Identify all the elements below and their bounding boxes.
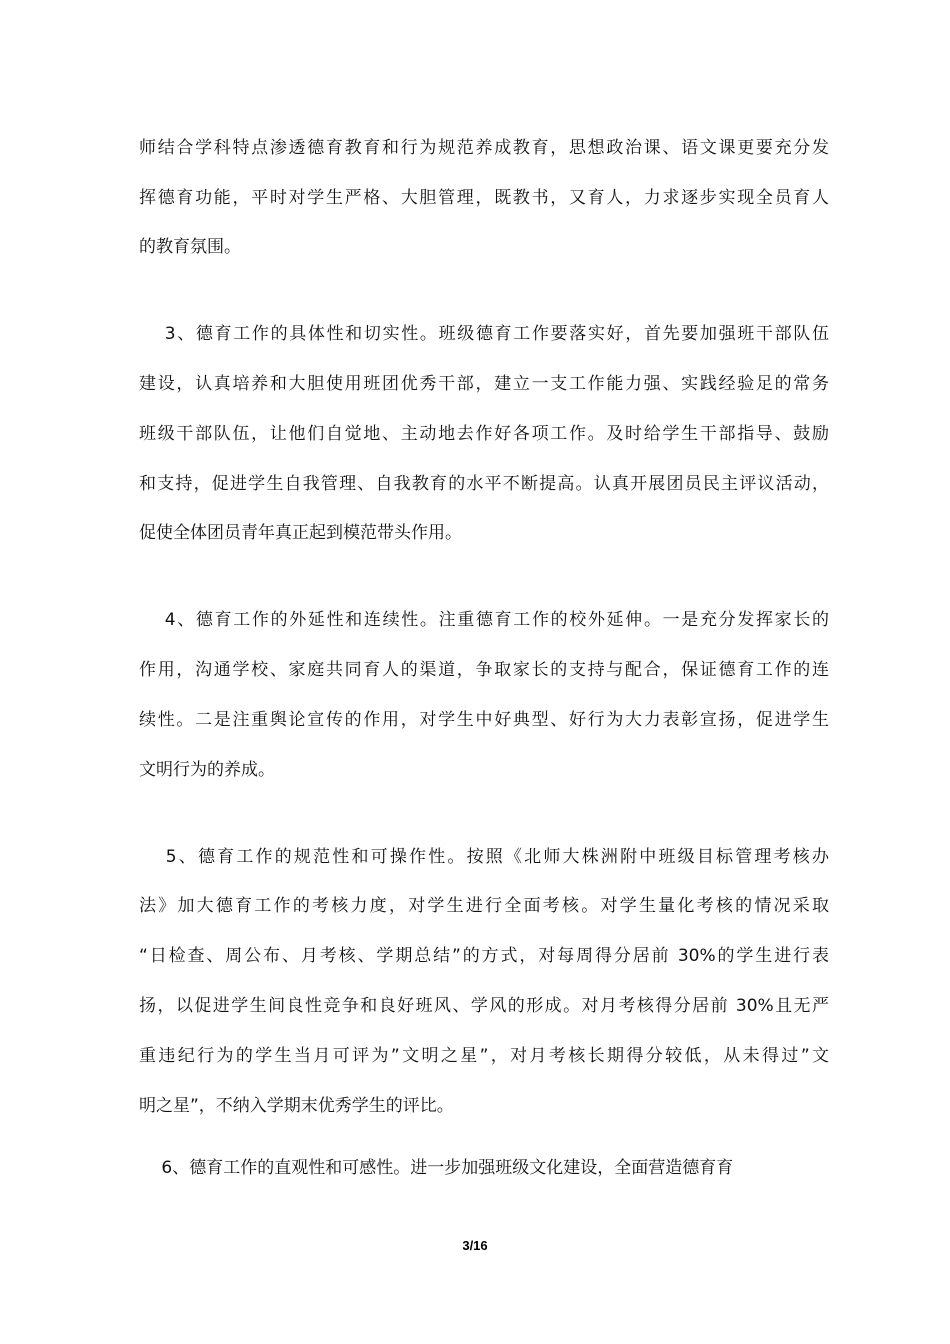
paragraph-2-line-2: 建设，认真培养和大胆使用班团优秀干部，建立一支工作能力强、实践经验足的常务 [139,374,829,394]
paragraph-2-line-1: 3、德育工作的具体性和切实性。班级德育工作要落实好，首先要加强班干部队伍 [139,324,829,344]
page-number: 3/16 [462,1238,488,1253]
paragraph-1-line-1: 师结合学科特点渗透德育教育和行为规范养成教育，思想政治课、语文课更要充分发 [139,138,829,158]
paragraph-1-line-3: 的教育氛围。 [139,237,241,257]
paragraph-3-line-2: 作用，沟通学校、家庭共同育人的渠道，争取家长的支持与配合，保证德育工作的连 [139,660,829,680]
paragraph-1-line-2: 挥德育功能，平时对学生严格、大胆管理，既教书，又育人，力求逐步实现全员育人 [139,188,829,208]
paragraph-3-line-3: 续性。二是注重舆论宣传的作用，对学生中好典型、好行为大力表彰宣扬，促进学生 [139,710,829,730]
paragraph-3-line-1: 4、德育工作的外延性和连续性。注重德育工作的校外延伸。一是充分发挥家长的 [139,610,829,630]
paragraph-4-line-6: 明之星”，不纳入学期末优秀学生的评比。 [139,1096,454,1116]
paragraph-2-line-5: 促使全体团员青年真正起到模范带头作用。 [139,523,462,543]
paragraph-2-line-3: 班级干部队伍，让他们自觉地、主动地去作好各项工作。及时给学生干部指导、鼓励 [139,424,829,444]
paragraph-4-line-4: 扬，以促进学生间良性竞争和良好班风、学风的形成。对月考核得分居前 30%且无严 [139,996,829,1016]
paragraph-3-line-4: 文明行为的养成。 [139,760,275,780]
paragraph-4-line-5: 重违纪行为的学生当月可评为”文明之星”，对月考核长期得分较低，从未得过”文 [139,1046,829,1066]
paragraph-4-line-2: 法》加大德育工作的考核力度，对学生进行全面考核。对学生量化考核的情况采取 [139,896,829,916]
paragraph-5-line-1: 6、德育工作的直观性和可感性。进一步加强班级文化建设，全面营造德育育 [139,1158,734,1178]
paragraph-2-line-4: 和支持，促进学生自我管理、自我教育的水平不断提高。认真开展团员民主评议活动， [139,474,829,494]
paragraph-4-line-1: 5、德育工作的规范性和可操作性。按照《北师大株洲附中班级目标管理考核办 [139,847,829,867]
paragraph-4-line-3: “日检查、周公布、月考核、学期总结”的方式，对每周得分居前 30%的学生进行表 [139,946,829,966]
